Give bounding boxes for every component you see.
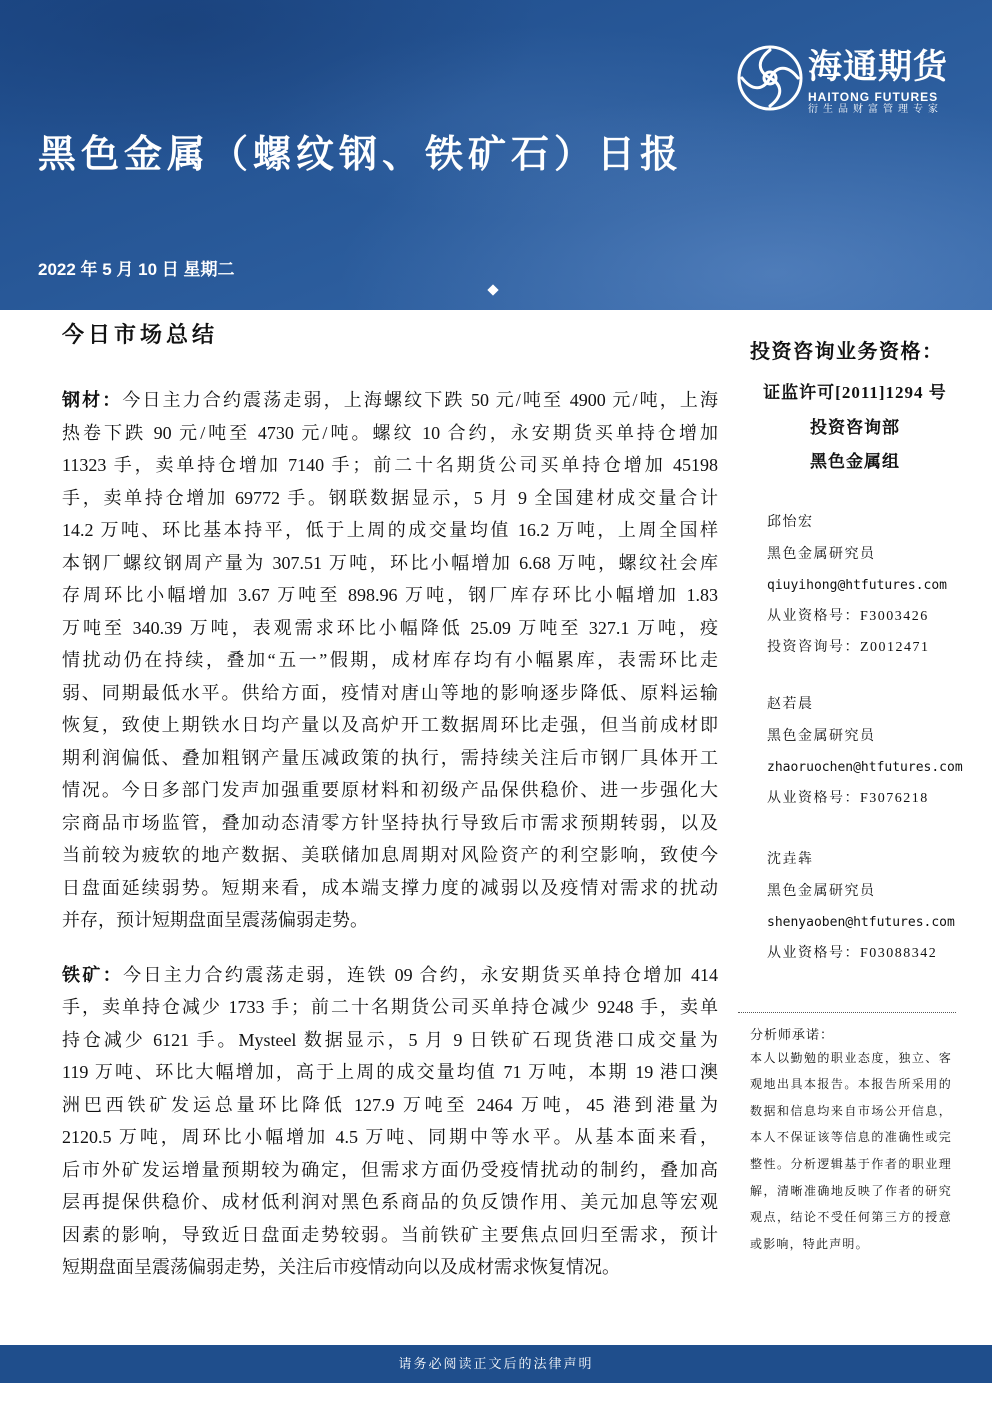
analyst-email: shenyaoben@htfutures.com [767, 914, 955, 930]
commitment-title: 分析师承诺： [750, 1027, 835, 1042]
paragraph-line: 日盘面延续弱势。短期来看，成本端支撑力度的减弱以及疫情对需求的扰动 [62, 877, 718, 898]
analyst-email: qiuyihong@htfutures.com [767, 577, 948, 593]
paragraph-line: 并存，预计短期盘面呈震荡偏弱走势。 [62, 910, 368, 930]
commitment-line: 数据和信息均来自市场公开信息， [750, 1103, 952, 1118]
analyst-credential: 从业资格号：F3076218 [767, 791, 929, 807]
paragraph-line [62, 384, 718, 417]
paragraph-line: 持仓减少 6121 手。Mysteel 数据显示，5 月 9 日铁矿石现货港口成交量为 [62, 1029, 718, 1050]
paragraph-line: 手，卖单持仓减少 1733 手；前二十名期货公司买单持仓减少 9248 手，卖单 [62, 997, 718, 1018]
paragraph-line: 后市外矿发运增量预期较为确定，但需求方面仍受疫情扰动的制约，叠加高 [62, 1159, 718, 1180]
department-name: 投资咨询部 [810, 417, 900, 437]
paragraph-line: 情扰动仍在持续，叠加“五一”假期，成材库存均有小幅累库，表需环比走 [62, 650, 718, 670]
commitment-line: 本人以勤勉的职业态度，独立、客 [750, 1050, 952, 1065]
paragraph-line: 119 万吨、环比大幅增加，高于上周的成交量均值 71 万吨，本期 19 港口澳 [62, 1062, 718, 1083]
paragraph-line-text: 今日主力合约震荡走弱，上海螺纹下跌 50 元/吨至 4900 元/吨，上海 [122, 390, 719, 410]
footer-bar [0, 1345, 992, 1383]
analyst-title: 黑色金属研究员 [767, 546, 876, 562]
paragraph-line: 因素的影响，导致近日盘面走势较弱。当前铁矿主要焦点回归至需求，预计 [62, 1224, 718, 1245]
paragraph-label: 铁矿： [62, 964, 124, 985]
paragraph-line: 情况。今日多部门发声加强重要原材料和初级产品保供稳价、进一步强化大 [62, 780, 718, 800]
paragraph-line: 手，卖单持仓增加 69772 手。钢联数据显示，5 月 9 全国建材成交量合计 [62, 487, 718, 508]
commitment-line: 或影响，特此声明。 [750, 1236, 869, 1251]
commitment-line: 整性。分析逻辑基于作者的职业理 [750, 1157, 952, 1172]
paragraph-line: 层再提保供稳价、成材低利润对黑色系商品的负反馈作用、美元加息等宏观 [62, 1192, 718, 1213]
license-number: 证监许可[2011]1294 号 [763, 383, 947, 402]
analyst-name: 邱怡宏 [767, 515, 814, 531]
qualification-title: 投资咨询业务资格： [750, 341, 944, 363]
commitment-line: 观点，结论不受任何第三方的授意 [750, 1210, 952, 1225]
paragraph-label: 钢材： [62, 390, 123, 410]
analyst-name: 赵若晨 [767, 697, 814, 713]
qualification-block [740, 376, 970, 480]
paragraph-line: 11323 手，卖单持仓增加 7140 手；前二十名期货公司买单持仓增加 45198 [62, 455, 718, 475]
paragraph-line: 存周环比小幅增加 3.67 万吨至 898.96 万吨，钢厂库存环比小幅增加 1.83 [62, 585, 718, 605]
analyst-email: zhaoruochen@htfutures.com [767, 759, 963, 775]
analyst-name: 沈垚犇 [767, 852, 814, 868]
paragraph-line: 万吨至 340.39 万吨，表观需求环比小幅降低 25.09 万吨至 327.1 万吨，疫 [62, 617, 718, 638]
report-title: 黑色金属（螺纹钢、铁矿石）日报 [38, 134, 684, 176]
analyst-title: 黑色金属研究员 [767, 728, 876, 744]
analyst-credential: 投资咨询号：Z0012471 [767, 640, 930, 656]
paragraph-line: 当前较为疲软的地产数据、美联储加息周期对风险资产的利空影响，致使今 [62, 845, 718, 865]
section-heading: 今日市场总结 [62, 322, 219, 347]
paragraph-line: 短期盘面呈震荡偏弱走势，关注后市疫情动向以及成材需求恢复情况。 [62, 1257, 620, 1278]
paragraph-line: 热卷下跌 90 元/吨至 4730 元/吨。螺纹 10 合约，永安期货买单持仓增加 [62, 422, 718, 443]
logo-slogan: 衍生品财富管理专家 [808, 104, 943, 115]
commitment-line: 本人不保证该等信息的准确性或完 [750, 1130, 952, 1145]
commitment-text [750, 1045, 952, 1258]
dotted-divider [738, 1012, 956, 1013]
paragraph-line: 弱、同期最低水平。供给方面，疫情对唐山等地的影响逐步降低、原料运输 [62, 682, 718, 703]
paragraph-line: 宗商品市场监管，叠加动态清零方针坚持执行导致后市需求预期转弱，以及 [62, 812, 718, 833]
analyst-card [767, 507, 947, 663]
paragraph-line: 本钢厂螺纹钢周产量为 307.51 万吨，环比小幅增加 6.68 万吨，螺纹社会库 [62, 552, 718, 573]
paragraph-line: 期利润偏低、叠加粗钢产量压减政策的执行，需持续关注后市钢厂具体开工 [62, 747, 718, 768]
commitment-line: 观地出具本报告。本报告所采用的 [750, 1077, 952, 1092]
paragraph-line: 洲巴西铁矿发运总量环比降低 127.9 万吨至 2464 万吨，45 港到港量为 [62, 1094, 718, 1115]
paragraph-line: 恢复，致使上期铁水日均产量以及高炉开工数据周环比走强，但当前成材即 [62, 715, 718, 735]
commitment-line: 解，清晰准确地反映了作者的研究 [750, 1183, 952, 1198]
paragraph-line-text: 今日主力合约震荡走弱，连铁 09 合约，永安期货买单持仓增加 414 [123, 964, 718, 985]
report-date: 2022 年 5 月 10 日 星期二 [38, 260, 235, 279]
analyst-card [767, 844, 955, 969]
analyst-title: 黑色金属研究员 [767, 883, 876, 899]
legal-notice: 请务必阅读正文后的法律声明 [398, 1356, 594, 1371]
analyst-card [767, 689, 963, 814]
iron-ore-paragraph [62, 959, 718, 1284]
analyst-credential: 从业资格号：F3003426 [767, 609, 929, 625]
haitong-swirl-logo-icon [736, 44, 804, 112]
diamond-ornament-icon [487, 284, 498, 295]
group-name: 黑色金属组 [810, 452, 900, 471]
paragraph-line: 14.2 万吨、环比基本持平，低于上周的成交量均值 16.2 万吨，上周全国样 [62, 520, 718, 540]
steel-paragraph [62, 384, 718, 937]
paragraph-line: 2120.5 万吨，周环比小幅增加 4.5 万吨、同期中等水平。从基本面来看， [62, 1127, 718, 1148]
report-header-banner [0, 0, 992, 310]
paragraph-line [62, 959, 718, 992]
logo-name-cn: 海通期货 [808, 49, 948, 86]
logo-name-en: HAITONG FUTURES [808, 90, 939, 104]
analyst-credential: 从业资格号：F03088342 [767, 946, 938, 962]
